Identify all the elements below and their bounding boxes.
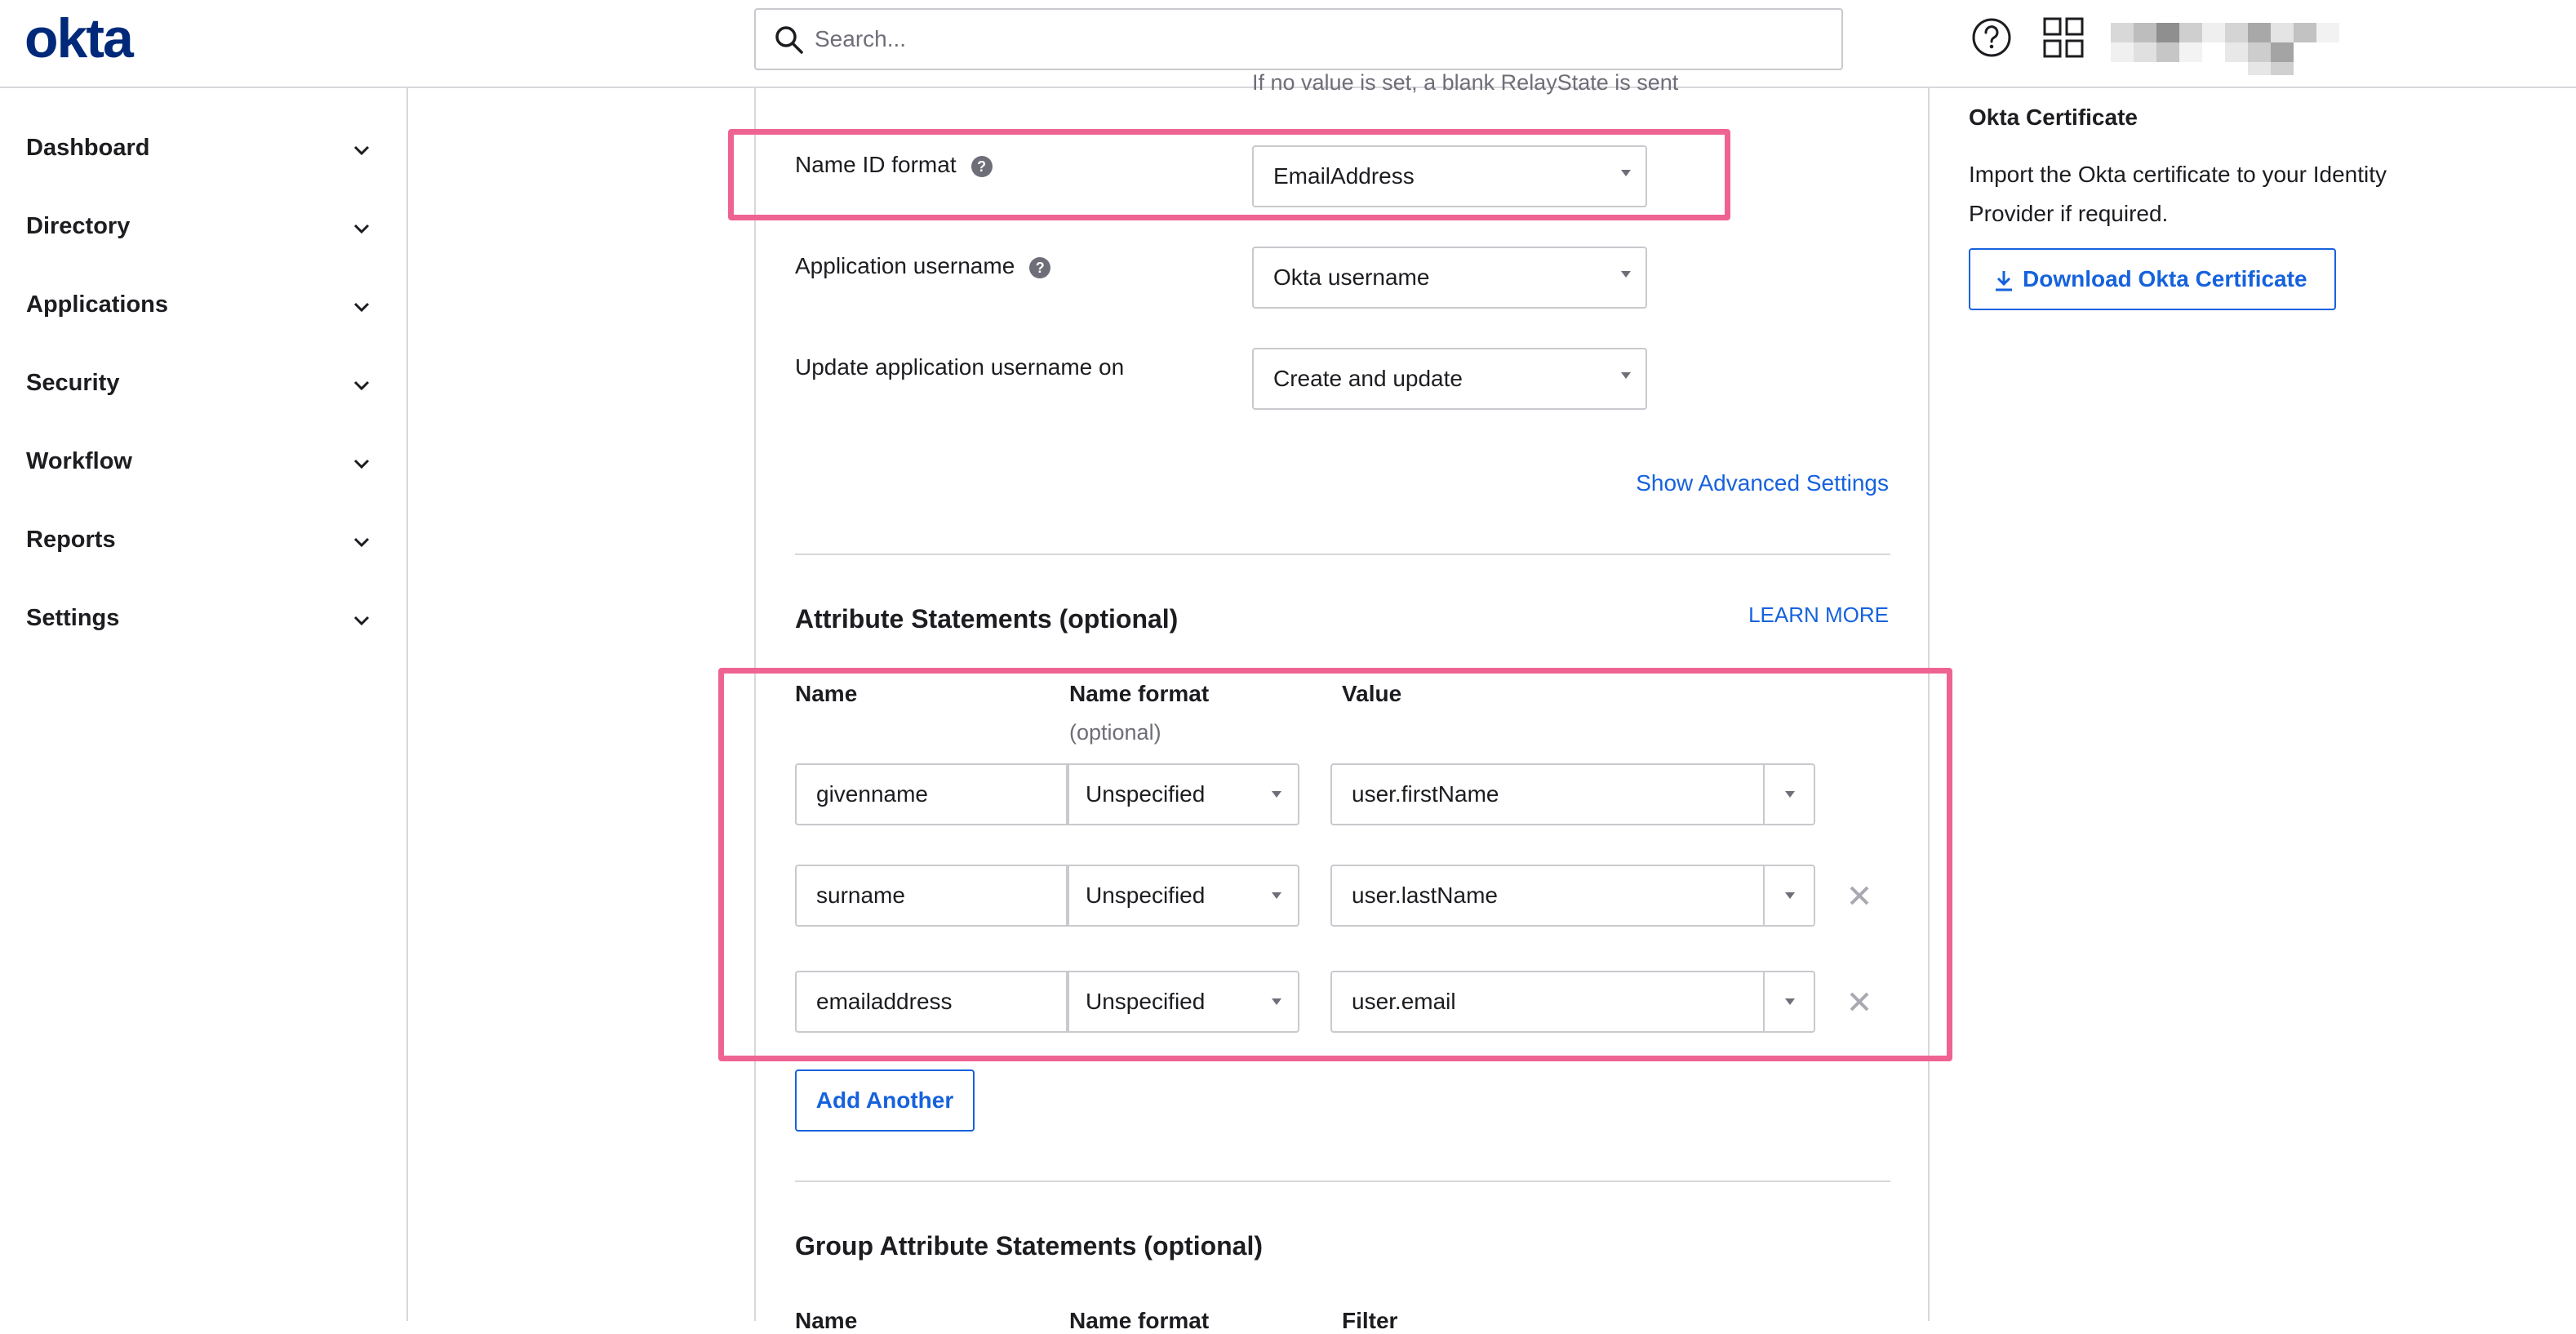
attribute-name-input[interactable]	[795, 763, 1068, 825]
group-column-header-filter: Filter	[1342, 1308, 1398, 1333]
column-header-optional: (optional)	[1069, 720, 1161, 745]
learn-more-link[interactable]: LEARN MORE	[1748, 603, 1889, 627]
update-username-value: Create and update	[1273, 366, 1463, 391]
relay-state-hint: If no value is set, a blank RelayState is sent	[1252, 70, 1679, 95]
app-username-label-text: Application username	[795, 253, 1015, 278]
value-dropdown-button[interactable]	[1763, 866, 1814, 925]
group-column-header-name: Name	[795, 1308, 858, 1333]
download-icon	[1993, 269, 2014, 292]
caret-down-icon	[1272, 892, 1281, 899]
help-circle-icon[interactable]	[1970, 16, 2013, 59]
help-icon[interactable]: ?	[971, 156, 993, 177]
sidebar-item-label: Security	[26, 370, 120, 396]
update-username-select[interactable]	[1252, 348, 1647, 410]
attribute-name-format-value: Unspecified	[1086, 989, 1206, 1014]
sidebar-item-label: Applications	[26, 291, 169, 318]
divider	[795, 1181, 1890, 1182]
caret-down-icon	[1621, 271, 1631, 278]
attribute-value-text: user.email	[1352, 989, 1456, 1014]
name-id-format-select[interactable]	[1252, 145, 1647, 207]
column-header-name-format: Name format	[1069, 681, 1210, 706]
user-menu[interactable]	[2111, 23, 2339, 75]
search-input[interactable]	[813, 11, 1825, 67]
column-header-name: Name	[795, 681, 858, 706]
app-username-select[interactable]	[1252, 247, 1647, 309]
sidebar-item-label: Settings	[26, 605, 120, 631]
value-dropdown-button[interactable]	[1763, 972, 1814, 1031]
download-certificate-button[interactable]	[1969, 248, 2336, 310]
chevron-down-icon	[349, 216, 374, 241]
search-icon	[774, 24, 805, 56]
attribute-statements-title: Attribute Statements (optional)	[795, 604, 1179, 634]
attribute-value-text: user.firstName	[1352, 781, 1499, 807]
divider	[795, 554, 1890, 555]
search-box[interactable]	[754, 8, 1843, 70]
attribute-value-combobox[interactable]	[1330, 971, 1815, 1033]
sidebar-item-settings[interactable]	[0, 582, 406, 656]
attribute-value-combobox[interactable]	[1330, 865, 1815, 927]
sidebar-item-label: Workflow	[26, 448, 132, 474]
apps-grid-icon[interactable]	[2042, 16, 2085, 59]
sidebar-item-reports[interactable]	[0, 504, 406, 577]
group-column-header-name-format: Name format	[1069, 1308, 1210, 1333]
sidebar-item-label: Dashboard	[26, 135, 150, 161]
chevron-down-icon	[349, 373, 374, 398]
caret-down-icon	[1272, 791, 1281, 798]
attribute-value-combobox[interactable]	[1330, 763, 1815, 825]
sidebar-item-workflow[interactable]	[0, 425, 406, 499]
attribute-name-format-value: Unspecified	[1086, 781, 1206, 807]
help-icon[interactable]: ?	[1029, 257, 1050, 278]
caret-down-icon	[1621, 372, 1631, 379]
app-username-label	[795, 253, 1050, 279]
chevron-down-icon	[349, 451, 374, 476]
sidebar-item-security[interactable]	[0, 347, 406, 420]
caret-down-icon	[1272, 998, 1281, 1005]
group-attribute-statements-title: Group Attribute Statements (optional)	[795, 1231, 1264, 1261]
add-another-button[interactable]: Add Another	[795, 1069, 975, 1132]
chevron-down-icon	[349, 295, 374, 319]
remove-row-icon[interactable]	[1846, 883, 1872, 909]
attribute-name-value: surname	[816, 883, 905, 908]
sidebar	[0, 88, 408, 1321]
app-username-value: Okta username	[1273, 265, 1430, 290]
chevron-down-icon	[349, 530, 374, 554]
okta-logo[interactable]: okta	[24, 7, 132, 69]
update-username-label: Update application username on	[795, 354, 1125, 380]
name-id-format-label-text: Name ID format	[795, 152, 957, 177]
name-id-format-value: EmailAddress	[1273, 163, 1415, 189]
attribute-name-input[interactable]	[795, 971, 1068, 1033]
okta-certificate-title: Okta Certificate	[1969, 104, 2138, 130]
attribute-name-value: emailaddress	[816, 989, 953, 1014]
attribute-name-format-select[interactable]	[1068, 971, 1299, 1033]
download-certificate-label: Download Okta Certificate	[2023, 266, 2307, 291]
remove-row-icon[interactable]	[1846, 989, 1872, 1015]
attribute-name-format-value: Unspecified	[1086, 883, 1206, 908]
caret-down-icon	[1621, 170, 1631, 176]
sidebar-item-applications[interactable]	[0, 269, 406, 342]
chevron-down-icon	[349, 138, 374, 162]
sidebar-item-label: Reports	[26, 527, 116, 553]
attribute-value-text: user.lastName	[1352, 883, 1498, 908]
sidebar-item-dashboard[interactable]	[0, 112, 406, 185]
value-dropdown-button[interactable]	[1763, 765, 1814, 824]
attribute-name-format-select[interactable]	[1068, 763, 1299, 825]
attribute-name-value: givenname	[816, 781, 928, 807]
chevron-down-icon	[349, 608, 374, 633]
saml-settings-card	[754, 70, 1930, 1333]
okta-certificate-description: Import the Okta certificate to your Identity Provider if required.	[1969, 162, 2387, 226]
sidebar-item-directory[interactable]	[0, 190, 406, 264]
show-advanced-settings-link[interactable]: Show Advanced Settings	[1636, 470, 1889, 496]
sidebar-item-label: Directory	[26, 213, 131, 239]
name-id-format-label	[795, 152, 993, 178]
attribute-name-input[interactable]	[795, 865, 1068, 927]
attribute-name-format-select[interactable]	[1068, 865, 1299, 927]
column-header-value: Value	[1342, 681, 1402, 706]
